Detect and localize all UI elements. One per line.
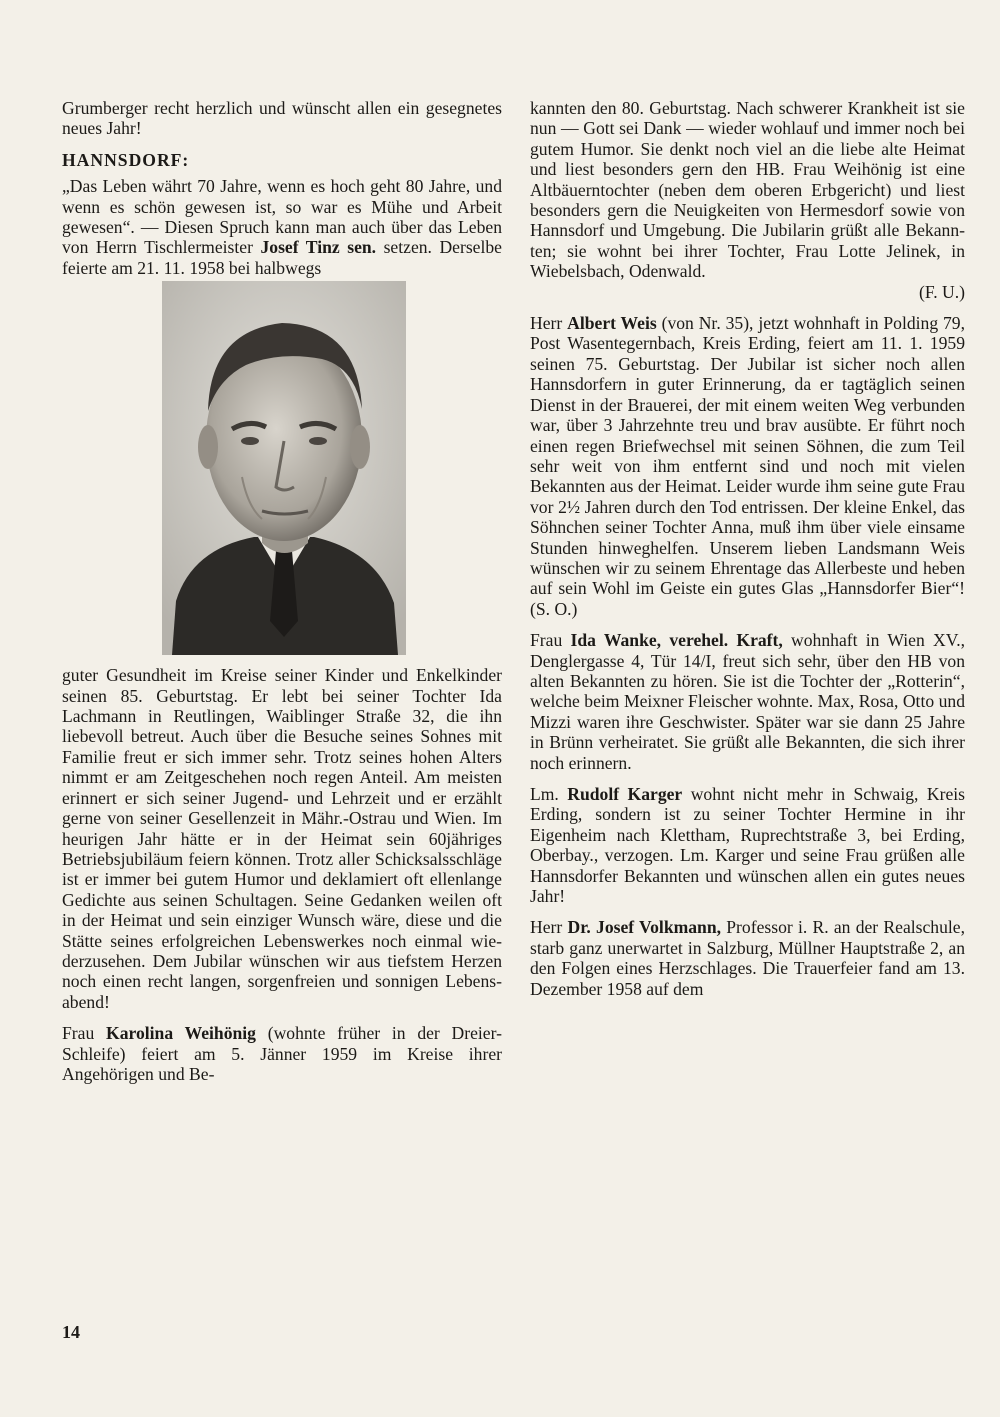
volkmann-paragraph [530,917,965,999]
text-segment: Frau [62,1023,107,1044]
person-name: Ida Wanke, verehel. Kraft, [570,630,783,651]
left-column [62,98,502,1095]
text-segment: (wohnte früher in der Dreier-Schleife) feiert am 5. Jänner 1959 im Kreise ihrer Angehörigen und Be- [62,1023,502,1084]
tinz-paragraph-start [62,176,502,278]
portrait-image [162,281,406,655]
right-column [530,98,965,1010]
person-name: Dr. Josef Volkmann, [567,917,722,938]
text-segment: Frau [530,630,571,651]
weis-paragraph [530,313,965,619]
intro-paragraph: Grumberger recht herzlich und wünscht allen ein gesegnetes neues Jahr! [62,98,502,139]
tinz-paragraph-continued: guter Gesundheit im Kreise seiner Kinder und Enkelkinder seinen 85. Geburtstag. Er lebt bei seiner Tochter Ida Lachmann in Reutlingen, Waiblinger Straße 32, die ihn liebevoll betreut. Auch über die Besuche seines Sohnes mit Familie freut er sich immer sehr. Trotz seines hohen Alters nimmt er am Zeitgeschehen noch regen Anteil. Am meisten erinnert er sich seiner Jugend- und Lehrzeit und er erzählt gerne von seiner Gesellenzeit in Mähr.-Ostrau und Wien. Im heurigen Jahr hätte er in der Heimat sein 60jähriges Betriebsjubiläum feiern können. Trotz aller Schicksalsschläge ist er immer bei gutem Humor und deklamiert oft ellenlange Gedichte aus seinen Schultagen. Seine Gedanken weilen oft in der Heimat und sein einziger Wunsch wäre, diese und die Stätte seines erfolgreichen Lebenswerkes noch einmal wiederzusehen. Dem Jubilar wünschen wir aus tiefstem Herzen noch einen recht langen, sorgenfreien und sonnigen Lebensabend! [62,665,502,1012]
text-segment: wohnhaft in Wien XV., Denglergasse 4, Tür 14/I, freut sich sehr, über den HB von alten Bekannten zu hören. Sie ist die Tochter der „Rotterin“, welche beim Meixner Fleischer wohnte. Max, Rosa, Otto und Mizzi waren ihre Geschwister. Später war sie dann 25 Jahre in Brünn verheiratet. Sie grüßt alle Bekannten, die sich ihrer noch erinnern. [530,630,965,773]
text-segment: „Das Leben währt 70 Jahre, wenn es hoch geht 80 Jahre, und wenn es schön gewesen ist, so war es Mühe und Arbeit gewesen“. — Diesen Spruch kann man auch über das Leben von Herrn Tischlermeister [62,176,502,258]
weihoenig-paragraph-continued: kannten den 80. Geburtstag. Nach schwerer Krankheit ist sie nun — Gott sei Dank — wieder wohlauf und immer noch bei gutem Humor. Sie denkt noch viel an die liebe alte Heimat und liest besonders gern den HB. Frau Weihönig ist eine Altbäuerntochter (neben dem oberen Erbgericht) und liest besonders gern die Neuigkeiten von Hermesdorf sowie von Hannsdorf und Umgebung. Die Jubilarin grüßt alle Bekannten; sie wohnt bei ihrer Tochter, Frau Lotte Jelinek, in Wiebelsbach, Odenwald. [530,98,965,282]
author-initials: (F. U.) [919,281,965,302]
person-name: Karolina Weihönig [106,1023,256,1044]
text-segment: Herr [530,313,568,334]
portrait-photo [162,281,406,655]
weihoenig-paragraph-start [62,1023,502,1084]
person-name: Rudolf Karger [567,784,683,804]
text-segment: wohnt nicht mehr in Schwaig, Kreis Erding, sondern ist zu seiner Tochter Hermine in ihr Eigenheim nach Klettham, Ruprechtstraße 3, bei Erding, Oberbay., verzogen. Lm. Karger und seine Frau grüßen alle Hannsdorfer Bekannten und wünschen allen ein gutes neues Jahr! [530,784,965,907]
karger-paragraph [530,784,965,906]
text-segment: Professor i. R. an der Realschule, starb ganz unerwartet in Salzburg, Müllner Hauptstraße 2, an den Folgen eines Herzschlages. Die Trauerfeier fand am 13. Dezember 1958 auf dem [530,917,965,999]
wanke-paragraph [530,630,965,773]
person-name: Albert Weis [567,313,657,334]
page-number: 14 [62,1322,80,1342]
person-name: Josef Tinz sen. [260,237,377,258]
text-segment: Lm. [530,784,568,804]
text-segment: Herr [530,917,568,938]
section-heading: HANNSDORF: [62,149,190,170]
text-segment: (von Nr. 35), jetzt wohnhaft in Polding 79, Post Wasentegernbach, Kreis Erding, feiert am 11. 1. 1959 seinen 75. Geburtstag. Der Jubilar ist sicher noch allen Hannsdorfern in guter Erinnerung, da er tagtäglich seinen Dienst in der Brauerei, der mit einem weiten Weg verbunden war, über 3 Jahrzehnte treu und brav ausübte. Er führt noch einen regen Briefwechsel mit seinen Söhnen, die zum Teil sehr weit von ihm entfernt sind und noch mit vielen Bekannten aus der Heimat. Leider wurde ihm seine gute Frau vor 2½ Jahren durch den Tod entrissen. Der kleine Enkel, das Söhnchen seiner Tochter Anna, muß ihm über viele einsame Stunden hinweghelfen. Unserem lieben Landsmann Weis wünschen wir zu seinem Ehrentage das Allerbeste und heben auf sein Wohl im Geiste ein gutes Glas „Hannsdorfer Bier“! (S. O.) [530,313,966,619]
text-segment: setzen. Derselbe feierte am 21. 11. 1958 bei halbwegs [62,237,502,278]
